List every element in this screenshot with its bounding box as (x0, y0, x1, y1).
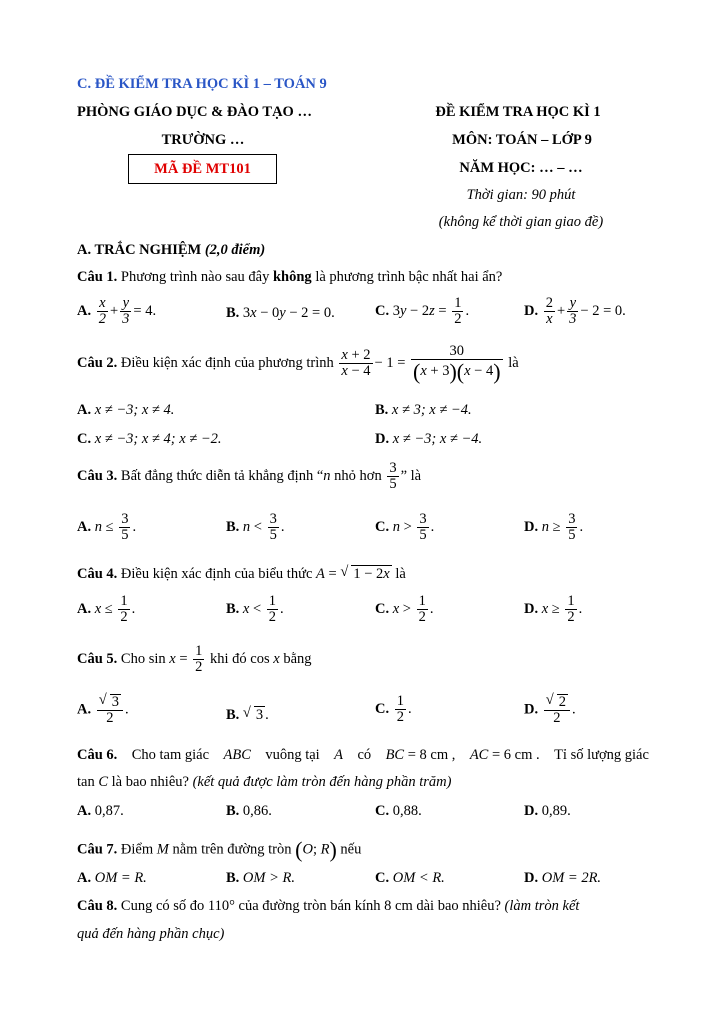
subject: MÔN: TOÁN – LỚP 9 (452, 132, 592, 148)
question-4: Câu 4. Điều kiện xác định của biểu thức A = √ 1 − 2x là (77, 565, 406, 583)
q3-option-a[interactable]: A. n ≤ $\frac{3}{5}$ . (77, 511, 137, 544)
q1-option-b[interactable]: B. 3x − 0y − 2 = 0. (226, 305, 335, 321)
section-title: C. ĐỀ KIỂM TRA HỌC KÌ 1 – TOÁN 9 (77, 76, 327, 92)
exam-code: MÃ ĐỀ MT101 (128, 154, 277, 184)
q1-emphasis: không (272, 269, 312, 285)
question-1: Câu 1. Phương trình nào sau đây không là phương trình bậc nhất hai ẩn? (77, 269, 503, 285)
exam-time: Thời gian: 90 phút (466, 187, 576, 203)
q7-option-b[interactable]: B. OM > R. (226, 870, 295, 886)
q6-option-c[interactable]: C. 0,88. (375, 803, 422, 819)
q5-label: Câu 5. (77, 651, 118, 668)
school: TRƯỜNG … (161, 132, 245, 148)
q1-option-a[interactable]: A. $\frac{x}{2}$ + $\frac{y}{3}$ = 4. (77, 295, 157, 328)
department: PHÒNG GIÁO DỤC & ĐÀO TẠO … (77, 104, 312, 120)
q1-option-d[interactable]: D. $\frac{2}{x}$ + $\frac{y}{3}$ − 2 = 0. (524, 295, 626, 328)
part-a-points: (2,0 điểm) (204, 242, 266, 258)
q6-option-a[interactable]: A. 0,87. (77, 803, 124, 819)
q2-option-a[interactable]: A. x ≠ −3; x ≠ 4. (77, 402, 175, 418)
question-3: Câu 3. Bất đẳng thức diễn tả khẳng định “n nhỏ hơn $\frac{3}{5}$ ” là (77, 460, 422, 493)
q1-option-c[interactable]: C. 3y − 2z = $\frac{1}{2}$ . (375, 295, 470, 328)
question-8: Câu 8. Cung có số đo 110° của đường tròn bán kính 8 cm dài bao nhiêu? (làm tròn kết (77, 898, 580, 914)
q3-option-c[interactable]: C. n > $\frac{3}{5}$ . (375, 511, 435, 544)
q2-option-b[interactable]: B. x ≠ 3; x ≠ −4. (375, 402, 472, 418)
q3-option-d[interactable]: D. n ≥ $\frac{3}{5}$ . (524, 511, 584, 544)
question-6: Câu 6. Cho tam giác ABC vuông tại A có BC = 8 cm , AC = 6 cm . Tỉ số lượng giác (77, 747, 649, 763)
q7-option-c[interactable]: C. OM < R. (375, 870, 445, 886)
q5-option-b[interactable]: B. √ 3 . (226, 706, 269, 724)
q8-line-2: quả đến hàng phần chục) (77, 926, 225, 942)
question-5: Câu 5. Cho sin x = $\frac{1}{2}$ khi đó cos x bằng (77, 643, 312, 676)
part-a-heading (77, 242, 265, 259)
q4-option-c[interactable]: C. x > $\frac{1}{2}$ . (375, 593, 434, 626)
q4-label: Câu 4. (77, 566, 118, 582)
question-2: Câu 2. Điều kiện xác định của phương trình $\frac{x + 2}{x - 4}$ − 1 = $\frac{30}{(x + 3)(x - 4)}$ là (77, 343, 519, 385)
q5-option-d[interactable]: D. √ $\frac{2}{2}$ . (524, 694, 576, 726)
school-year: NĂM HỌC: … – … (459, 160, 583, 176)
q3-label: Câu 3. (77, 468, 118, 485)
q8-label: Câu 8. (77, 898, 118, 914)
q6-option-d[interactable]: D. 0,89. (524, 803, 571, 819)
q5-option-a[interactable]: A. √ $\frac{3}{2}$ . (77, 694, 129, 726)
q4-option-d[interactable]: D. x ≥ $\frac{1}{2}$ . (524, 593, 583, 626)
exam-time-note: (không kể thời gian giao đề) (438, 214, 604, 230)
q6-label: Câu 6. (77, 747, 118, 763)
question-7: Câu 7. Điểm M nằm trên đường tròn (O; R) nếu (77, 837, 362, 862)
q5-option-c[interactable]: C. $\frac{1}{2}$ . (375, 693, 412, 726)
q1-label: Câu 1. (77, 269, 118, 285)
q2-label: Câu 2. (77, 354, 118, 371)
q3-option-b[interactable]: B. n < $\frac{3}{5}$ . (226, 511, 285, 544)
exam-title: ĐỀ KIỂM TRA HỌC KÌ 1 (435, 104, 601, 120)
q7-option-d[interactable]: D. OM = 2R. (524, 870, 602, 886)
q2-option-d[interactable]: D. x ≠ −3; x ≠ −4. (375, 431, 483, 447)
q6-line-2: tan C là bao nhiêu? (kết quả được làm tròn đến hàng phần trăm) (77, 774, 452, 790)
q7-option-a[interactable]: A. OM = R. (77, 870, 147, 886)
q7-label: Câu 7. (77, 841, 118, 858)
q2-option-c[interactable]: C. x ≠ −3; x ≠ 4; x ≠ −2. (77, 431, 222, 447)
part-a-title: A. TRẮC NGHIỆM (77, 242, 202, 258)
q4-option-b[interactable]: B. x < $\frac{1}{2}$ . (226, 593, 284, 626)
q6-option-b[interactable]: B. 0,86. (226, 803, 272, 819)
q4-option-a[interactable]: A. x ≤ $\frac{1}{2}$ . (77, 593, 136, 626)
